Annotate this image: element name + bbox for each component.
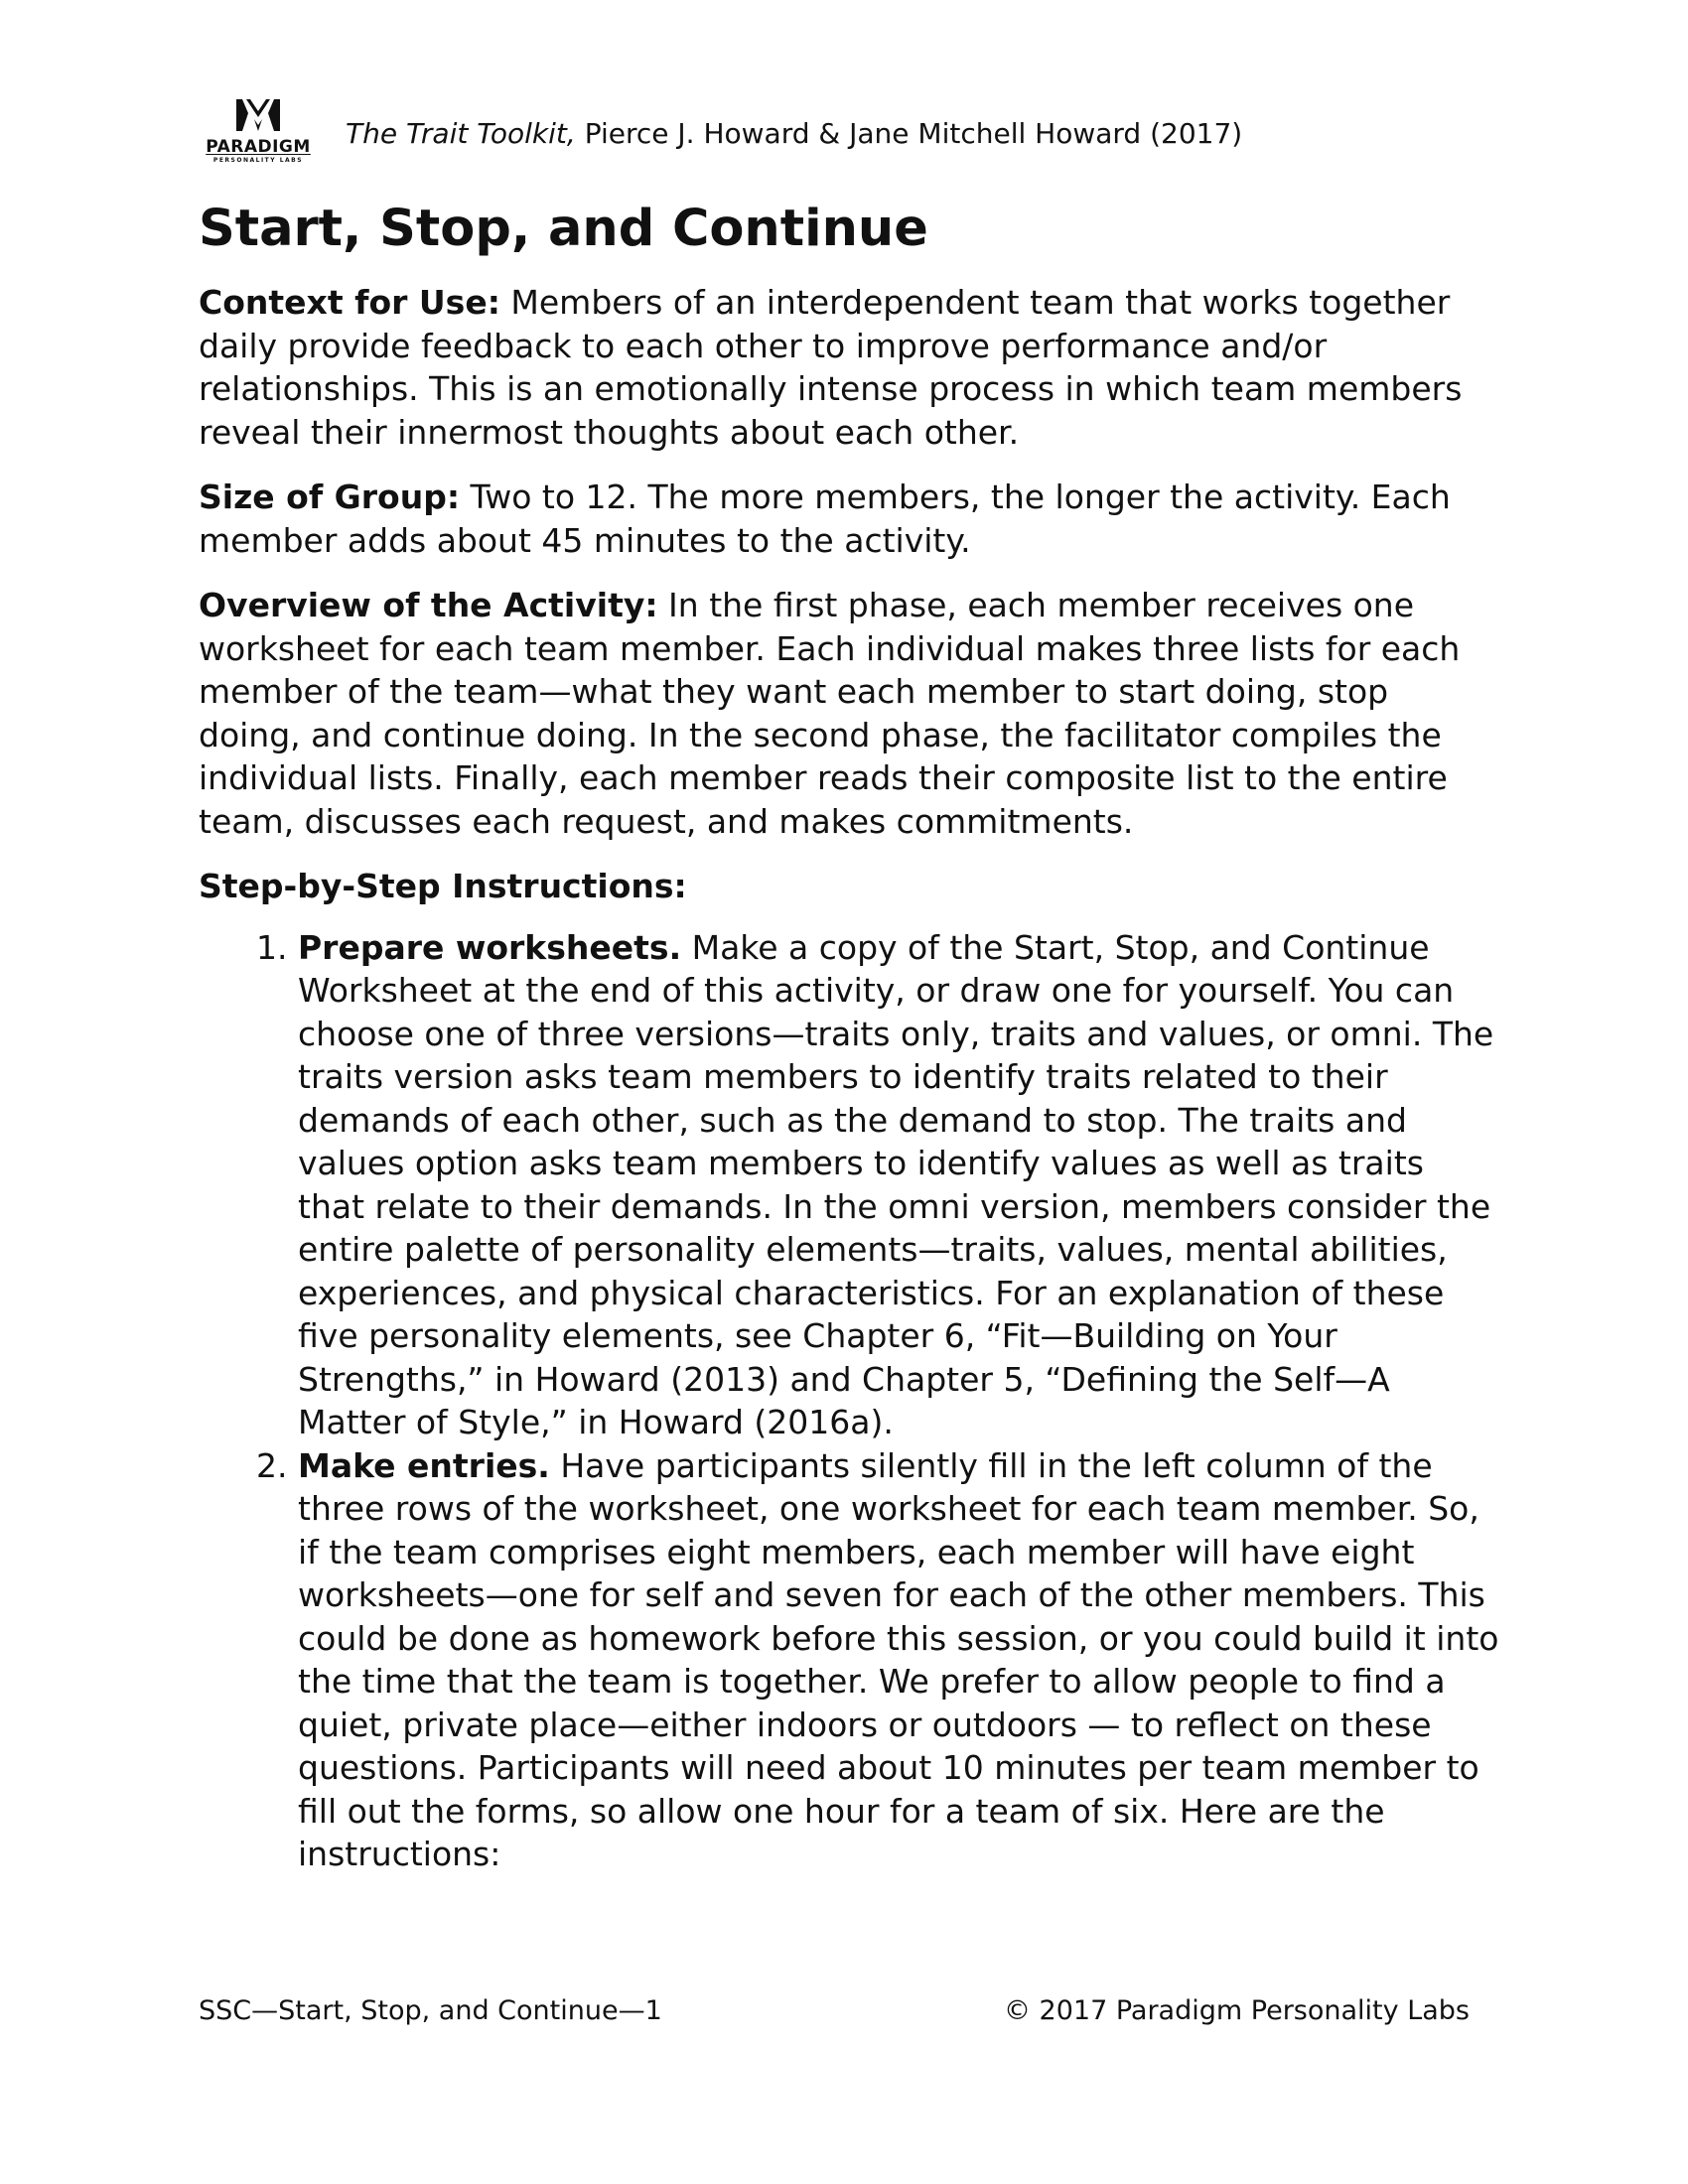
page-footer bbox=[199, 1995, 1470, 2026]
step-text: Have participants silently fill in the left column of the three rows of the worksheet, one worksheet for each team member. So, if the team comprises eight members, each member will have eight worksheets—one for self and seven for each of the other members. This could be done as homework before this session, or you could build it into the time that the team is together. We prefer to allow people to find a quiet, private place—either indoors or outdoors — to reflect on these questions. Participants will need about 10 minutes per team member to fill out the forms, so allow one hour for a team of six. Here are the instructions: bbox=[298, 1445, 1499, 1874]
paradigm-mask-icon bbox=[230, 95, 286, 135]
footer-page-label: SSC—Start, Stop, and Continue—1 bbox=[199, 1995, 662, 2026]
document-page bbox=[199, 95, 1499, 1876]
list-item bbox=[298, 1444, 1499, 1876]
book-title: The Trait Toolkit, bbox=[346, 117, 576, 150]
overview-text: In the first phase, each member receives one worksheet for each team member. Each individual makes three lists for each member of the team—what they want each member to start doing, stop doing, and continue doing. In the second phase, the facilitator compiles the individual lists. Finally, each member reads their composite list to the entire team, discusses each request, and makes commitments. bbox=[199, 586, 1461, 841]
footer-copyright: © 2017 Paradigm Personality Labs bbox=[1003, 1995, 1470, 2026]
context-text: Members of an interdependent team that works together daily provide feedback to each other to improve performance and/or relationships. This is an emotionally intense process in which team members reveal their innermost thoughts about each other. bbox=[199, 283, 1463, 452]
size-text: Two to 12. The more members, the longer the activity. Each member adds about 45 minutes to the activity. bbox=[199, 478, 1451, 560]
overview-paragraph bbox=[199, 584, 1499, 843]
step-text: Make a copy of the Start, Stop, and Continue Worksheet at the end of this activity, or draw one for yourself. You can choose one of three versions—traits only, traits and values, or omni. The traits version asks team members to identify traits related to their demands of each other, such as the demand to stop. The traits and values option asks team members to identify values as well as traits that relate to their demands. In the omni version, members consider the entire palette of personality elements—traits, values, mental abilities, experiences, and physical characteristics. For an explanation of these five personality elements, see Chapter 6, “Fit—Building on Your Strengths,” in Howard (2013) and Chapter 5, “Defining the Self—A Matter of Style,” in Howard (2016a). bbox=[298, 927, 1494, 1442]
steps-heading: Step-by-Step Instructions: bbox=[199, 867, 687, 906]
size-paragraph bbox=[199, 476, 1499, 562]
context-label: Context for Use: bbox=[199, 283, 500, 323]
page-title: Start, Stop, and Continue bbox=[199, 200, 928, 258]
list-item bbox=[298, 926, 1499, 1444]
book-authors: Pierce J. Howard & Jane Mitchell Howard (2017) bbox=[575, 117, 1243, 150]
context-paragraph bbox=[199, 281, 1499, 454]
logo-wordmark: PARADIGM bbox=[206, 137, 311, 157]
overview-label: Overview of the Activity: bbox=[199, 586, 658, 625]
step-label: Prepare worksheets. bbox=[298, 927, 682, 967]
logo-tagline: PERSONALITY LABS bbox=[212, 157, 304, 164]
steps-list bbox=[199, 926, 1499, 1876]
step-label: Make entries. bbox=[298, 1445, 550, 1485]
size-label: Size of Group: bbox=[199, 478, 461, 517]
header-citation bbox=[346, 117, 1242, 150]
paradigm-logo bbox=[199, 95, 318, 175]
page-header bbox=[199, 95, 1499, 185]
